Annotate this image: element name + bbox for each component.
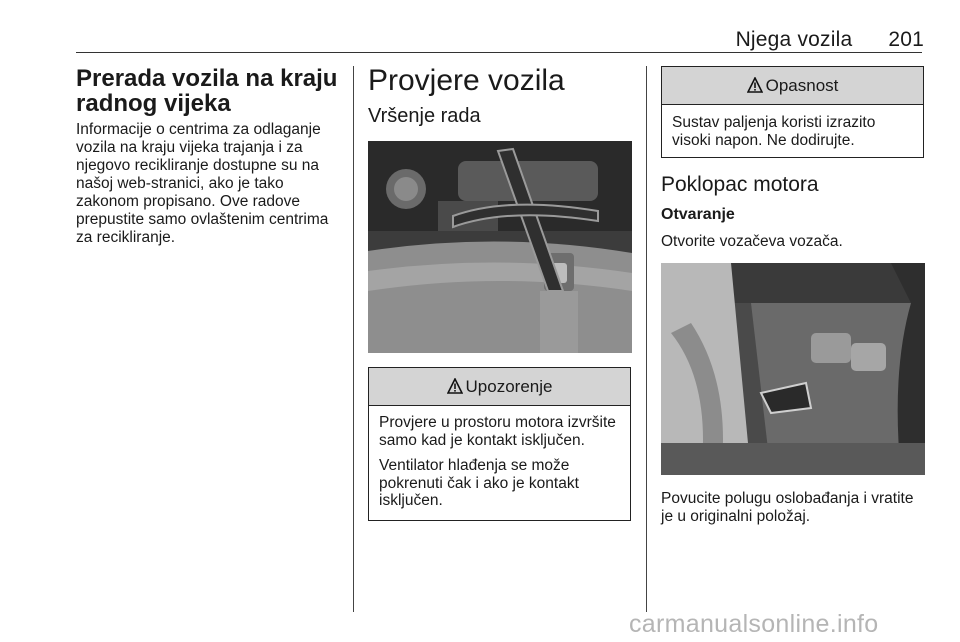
header-title: Njega vozila: [735, 28, 853, 51]
danger-title: Opasnost: [765, 76, 839, 95]
warning-paragraph-2: Ventilator hlađenja se može pokrenuti čak i ako je kontakt isključen.: [379, 457, 579, 509]
warning-title: Upozorenje: [465, 377, 553, 396]
column-divider-2: [646, 66, 647, 612]
watermark: carmanualsonline.info: [629, 610, 879, 638]
page-number: 201: [888, 28, 924, 51]
danger-box: [661, 66, 924, 158]
subheading-performing-work: Vršenje rada: [368, 105, 481, 127]
danger-text: Sustav paljenja koristi izrazito visoki napon. Ne dodirujte.: [672, 114, 876, 149]
warning-box-header: [369, 368, 630, 406]
section-heading-vehicle-checks: Provjere vozila: [368, 64, 565, 97]
danger-box-header: [662, 67, 923, 105]
header-rule: [76, 52, 922, 53]
engine-bay-illustration: [368, 141, 632, 353]
column-left: [76, 66, 344, 247]
warning-triangle-icon: [447, 378, 463, 394]
column-middle: [368, 66, 632, 521]
recycling-paragraph: Informacije o centrima za odlaganje vozila na kraju vijeka trajanja i za njegovo recikliranje dostupne su na našoj web-stranici, ako je tako zakonom propisano. Ove radove prepustite samo ovlaštenim centrima za recikliranje.: [76, 121, 329, 246]
section-heading-bonnet: Poklopac motora: [661, 173, 819, 196]
opening-paragraph-1: Otvorite vozačeva vozača.: [661, 233, 843, 250]
warning-triangle-icon: [747, 77, 763, 93]
bonnet-release-illustration: [661, 263, 925, 475]
section-heading-recycling: Prerada vozila na kraju radnog vijeka: [76, 65, 338, 117]
engine-bay-photo: [368, 141, 632, 353]
page-header: [736, 28, 924, 52]
subheading-opening: Otvaranje: [661, 206, 735, 223]
column-divider-1: [353, 66, 354, 612]
warning-paragraph-1: Provjere u prostoru motora izvršite samo kad je kontakt isključen.: [379, 414, 616, 449]
opening-paragraph-2: Povucite polugu oslobađanja i vratite je u originalni položaj.: [661, 490, 914, 525]
bonnet-release-photo: [661, 263, 925, 475]
column-right: [661, 66, 925, 526]
warning-box: [368, 367, 631, 521]
